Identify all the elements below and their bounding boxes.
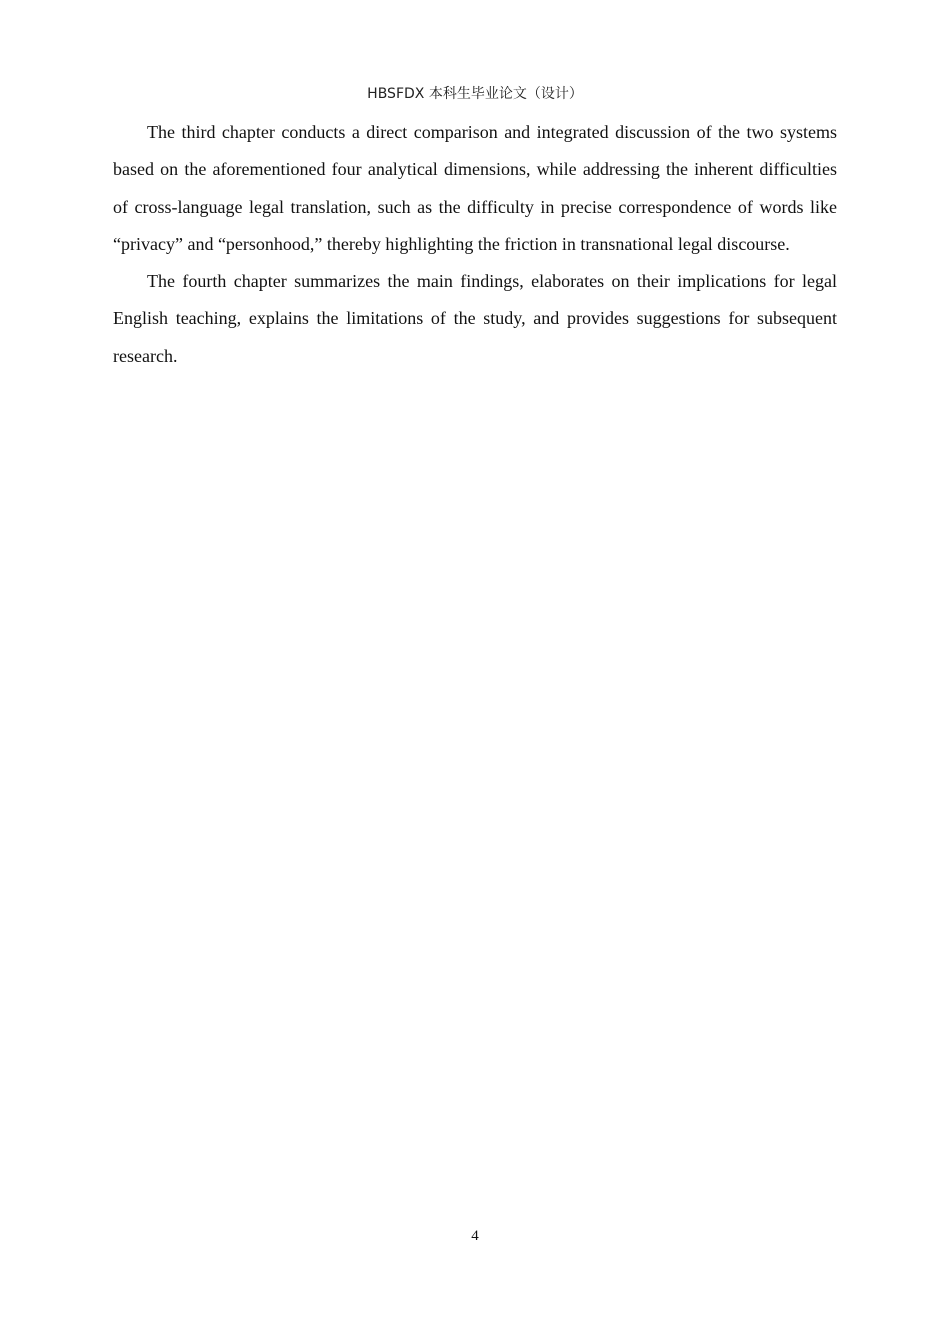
paragraph-fourth-chapter: The fourth chapter summarizes the main findings, elaborates on their implications for legal English teaching, explains the limitations of the study, and provides suggestions for subsequent research.	[113, 271, 837, 366]
page-body	[113, 114, 837, 375]
page-header: HBSFDX 本科生毕业论文（设计）	[367, 86, 583, 102]
page-number: 4	[471, 1228, 479, 1244]
paragraph-third-chapter: The third chapter conducts a direct comparison and integrated discussion of the two systems based on the aforementioned four analytical dimensions, while addressing the inherent difficulties of cross-language legal translation, such as the difficulty in precise correspondence of words like “privacy” and “personhood,” thereby highlighting the friction in transnational legal discourse.	[113, 122, 837, 254]
